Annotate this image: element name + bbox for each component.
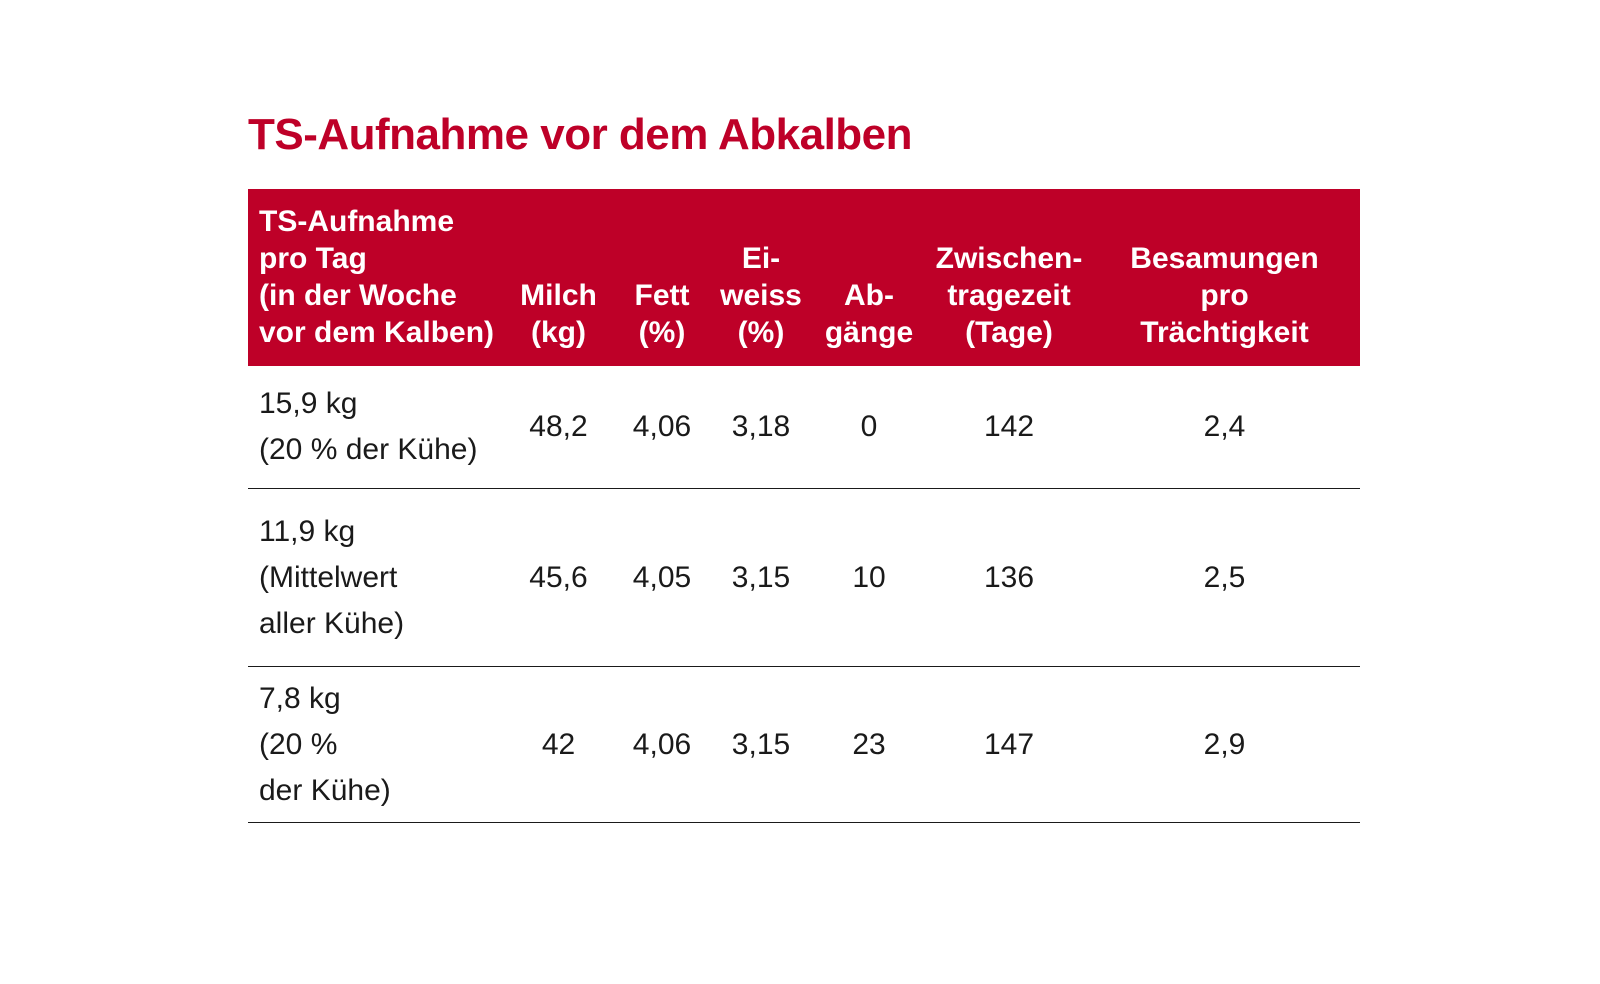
cell-eiweiss: 3,15 — [713, 489, 809, 667]
column-header-abgaenge: Ab- gänge — [809, 189, 929, 366]
table-row — [248, 366, 1360, 489]
cell-besamungen: 2,9 — [1089, 667, 1360, 823]
cell-eiweiss: 3,15 — [713, 667, 809, 823]
cell-besamungen: 2,5 — [1089, 489, 1360, 667]
cell-zwischentragezeit: 147 — [929, 667, 1089, 823]
column-header-fett: Fett (%) — [611, 189, 713, 366]
table-row — [248, 489, 1360, 667]
data-table — [248, 189, 1360, 823]
row-label: 15,9 kg (20 % der Kühe) — [248, 366, 506, 489]
cell-fett: 4,06 — [611, 667, 713, 823]
cell-milch: 48,2 — [506, 366, 611, 489]
cell-besamungen: 2,4 — [1089, 366, 1360, 489]
row-label: 11,9 kg (Mittelwert aller Kühe) — [248, 489, 506, 667]
table-header-row — [248, 189, 1360, 366]
cell-abgaenge: 0 — [809, 366, 929, 489]
page-title: TS-Aufnahme vor dem Abkalben — [248, 110, 913, 159]
cell-milch: 45,6 — [506, 489, 611, 667]
column-header-besamungen: Besamungen pro Trächtigkeit — [1089, 189, 1360, 366]
cell-fett: 4,06 — [611, 366, 713, 489]
table-row — [248, 667, 1360, 823]
column-header-eiweiss: Ei- weiss (%) — [713, 189, 809, 366]
cell-fett: 4,05 — [611, 489, 713, 667]
cell-milch: 42 — [506, 667, 611, 823]
cell-abgaenge: 23 — [809, 667, 929, 823]
column-header-milch: Milch (kg) — [506, 189, 611, 366]
cell-eiweiss: 3,18 — [713, 366, 809, 489]
column-header-zwischentragezeit: Zwischen- tragezeit (Tage) — [929, 189, 1089, 366]
cell-zwischentragezeit: 142 — [929, 366, 1089, 489]
column-header-ts-aufnahme: TS-Aufnahme pro Tag (in der Woche vor dem Kalben) — [248, 189, 506, 366]
row-label: 7,8 kg (20 % der Kühe) — [248, 667, 506, 823]
cell-zwischentragezeit: 136 — [929, 489, 1089, 667]
cell-abgaenge: 10 — [809, 489, 929, 667]
